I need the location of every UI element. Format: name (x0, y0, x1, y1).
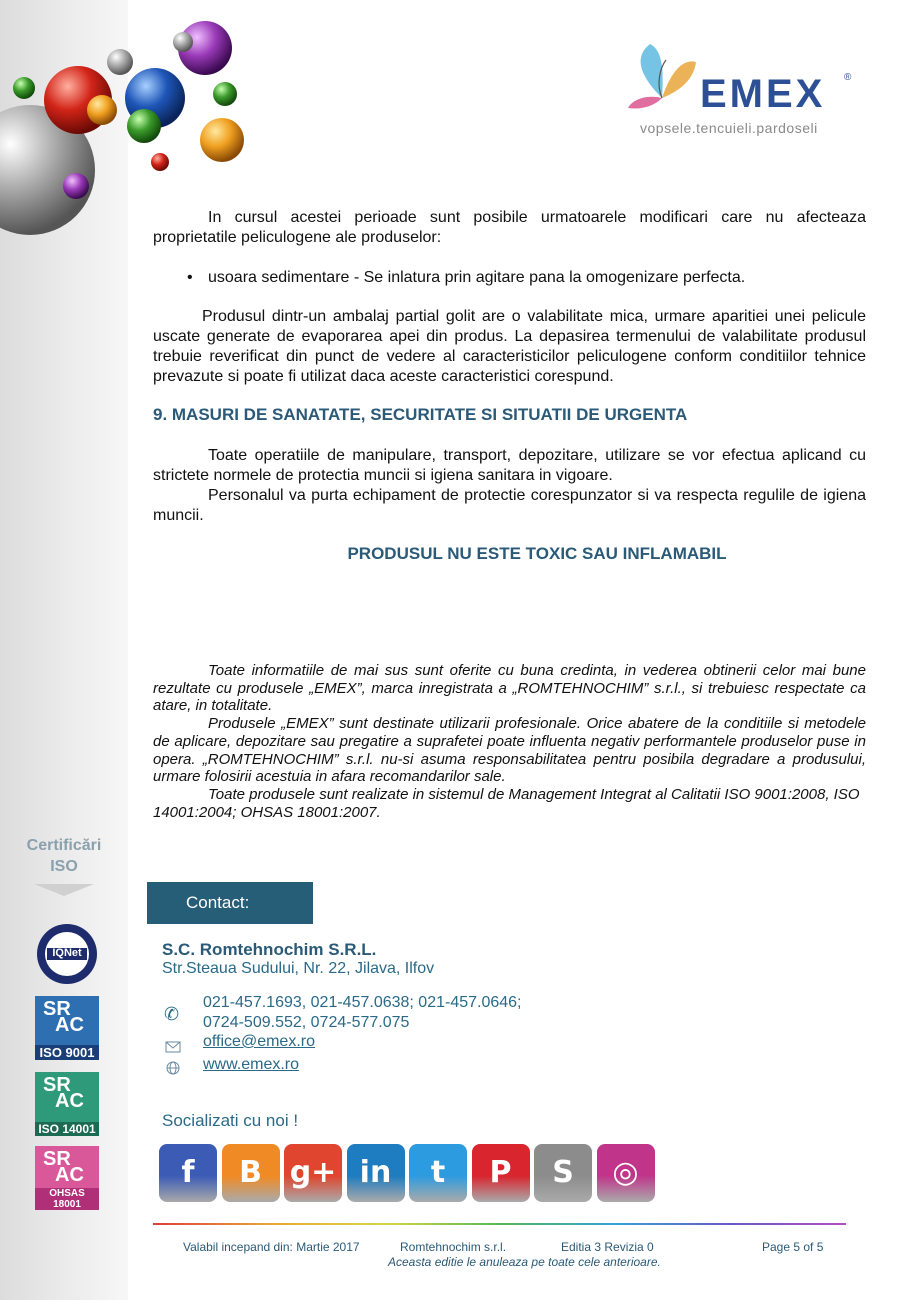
instagram-glyph: ◎ (612, 1155, 639, 1190)
footer-page-number: Page 5 of 5 (762, 1240, 824, 1254)
bubble-orange (200, 118, 244, 162)
company-address: Str.Steaua Sudului, Nr. 22, Jilava, Ilfov (162, 960, 435, 977)
badge-ac: AC (55, 1014, 84, 1036)
badge-label: OHSAS 18001 (35, 1188, 99, 1210)
badge-ac: AC (55, 1090, 84, 1112)
facebook-glyph: f (181, 1155, 195, 1190)
social-title: Socializati cu noi ! (162, 1111, 299, 1130)
mail-icon (164, 1038, 182, 1056)
twitter-icon[interactable] (409, 1144, 467, 1202)
facebook-icon[interactable] (159, 1144, 217, 1202)
google-plus-icon[interactable] (284, 1144, 342, 1202)
footer-valid-from: Valabil incepand din: Martie 2017 (183, 1240, 360, 1254)
footer-note: Aceasta editie le anuleaza pe toate cele anterioare. (388, 1255, 661, 1269)
blogger-glyph: B (239, 1155, 262, 1190)
iqnet-badge (35, 922, 99, 986)
company-name: S.C. Romtehnochim S.R.L. (162, 940, 377, 959)
paragraph-validity: Produsul dintr-un ambalaj partial golit are o valabilitate mica, urmare aparitiei unei pelicule uscate generate de evaporarea apei din produs. La depasirea termenului de valabilitate produsul trebuie reverificat din punct de vedere al caracteristicilor peliculogene conform conditiilor tehnice prevazute si poate fi utilizat daca aceste caracteristici corespund. (153, 308, 866, 385)
slideshare-icon[interactable] (534, 1144, 592, 1202)
brand-tagline: vopsele.tencuieli.pardoseli (640, 120, 818, 136)
badge-sr: SR (43, 1148, 71, 1170)
phone-icon: ✆ (164, 1004, 180, 1024)
slideshare-glyph: S (552, 1155, 574, 1190)
blogger-icon[interactable] (222, 1144, 280, 1202)
registered-mark: ® (844, 72, 852, 83)
disclaimer-block (153, 662, 866, 821)
iqnet-label: IQNet (52, 947, 82, 959)
bubble-orange-small (87, 95, 117, 125)
butterfly-icon (622, 38, 702, 110)
bullet-item (189, 268, 869, 288)
safety-paragraphs (153, 446, 866, 526)
srac-badge-ohsas18001 (35, 1146, 99, 1210)
twitter-glyph: t (430, 1155, 446, 1190)
disclaimer-3: Toate produsele sunt realizate in sistemul de Management Integrat al Calitatii ISO 9001:2008, ISO 14001:2004; OHSAS 18001:2007. (153, 785, 860, 821)
bubble-purple-small (63, 173, 89, 199)
brand-name: EMEX (700, 72, 826, 116)
intro-paragraph (153, 208, 866, 248)
disclaimer-2: Produsele „EMEX” sunt destinate utilizarii profesionale. Orice abatere de la conditiile si metodele de aplicare, depozitare sau pregatire a suprafetei poate influenta negativ performantele produselor puse in opera. „ROMTEHNOCHIM” s.r.l. nu-si asuma responsabilitatea pentru posibila degradare a produsului, urmare folosirii acestuia in afara recomandarilor sale. (153, 715, 866, 786)
validity-paragraph (153, 307, 866, 387)
section-heading-9: 9. MASURI DE SANATATE, SECURITATE SI SITUATII DE URGENTA (153, 405, 688, 424)
bullet-text: usoara sedimentare - Se inlatura prin agitare pana la omogenizare perfecta. (208, 269, 746, 286)
google-plus-glyph: g+ (289, 1155, 337, 1190)
linkedin-glyph: in (359, 1155, 392, 1190)
paragraph-operations: Toate operatiile de manipulare, transport, depozitare, utilizare se vor efectua aplicand cu strictete normele de protectia muncii si igiena sanitara in vigoare. (153, 447, 866, 484)
bubble-silver-tiny (173, 32, 193, 52)
pinterest-glyph: P (489, 1155, 512, 1190)
srac-badge-iso9001 (35, 996, 99, 1060)
disclaimer-1: Toate informatiile de mai sus sunt oferite cu buna credinta, in vederea obtinerii celor mai bune rezultate cu produsele „EMEX”, marca inregistrata a „ROMTEHNOCHIM” s.r.l., si trebuiesc respectate ca atare, in totalitate. (153, 662, 866, 715)
badge-ac: AC (55, 1164, 84, 1186)
badge-sr: SR (43, 998, 71, 1020)
paragraph-modifications: In cursul acestei perioade sunt posibile urmatoarele modificari care nu afecteaza proprietatile peliculogene ale produselor: (153, 209, 866, 246)
website-link[interactable]: www.emex.ro (203, 1056, 300, 1073)
certifications-title (16, 835, 112, 877)
non-toxic-heading: PRODUSUL NU ESTE TOXIC SAU INFLAMABIL (347, 544, 727, 563)
cert-arrow-icon (34, 884, 94, 896)
badge-sr: SR (43, 1074, 71, 1096)
phone-line-2[interactable]: 0724-509.552, 0724-577.075 (203, 1014, 410, 1031)
bubble-green (127, 109, 161, 143)
paragraph-personnel: Personalul va purta echipament de protectie corespunzator si va respecta regulile de igiena muncii. (153, 487, 866, 524)
bubbles-decoration (0, 0, 260, 240)
instagram-icon[interactable] (597, 1144, 655, 1202)
badge-label: ISO 14001 (35, 1122, 99, 1136)
bubble-red-tiny (151, 153, 169, 171)
cert-title-line2: ISO (50, 858, 78, 875)
badge-label: ISO 9001 (35, 1045, 99, 1060)
footer-edition: Editia 3 Revizia 0 (561, 1240, 654, 1254)
srac-badge-iso14001 (35, 1072, 99, 1136)
bubble-green-right (213, 82, 237, 106)
contact-header: Contact: (147, 882, 313, 924)
linkedin-icon[interactable] (347, 1144, 405, 1202)
phone-line-1[interactable]: 021-457.1693, 021-457.0638; 021-457.0646; (203, 994, 522, 1011)
bubble-green-small (13, 77, 35, 99)
footer-company: Romtehnochim s.r.l. (400, 1240, 507, 1254)
bubble-silver-small (107, 49, 133, 75)
email-link[interactable]: office@emex.ro (203, 1033, 315, 1050)
footer-rainbow-rule (153, 1223, 846, 1225)
globe-icon (164, 1059, 182, 1077)
cert-title-line1: Certificări (26, 837, 102, 854)
bullet-icon: • (187, 269, 193, 286)
pinterest-icon[interactable] (472, 1144, 530, 1202)
